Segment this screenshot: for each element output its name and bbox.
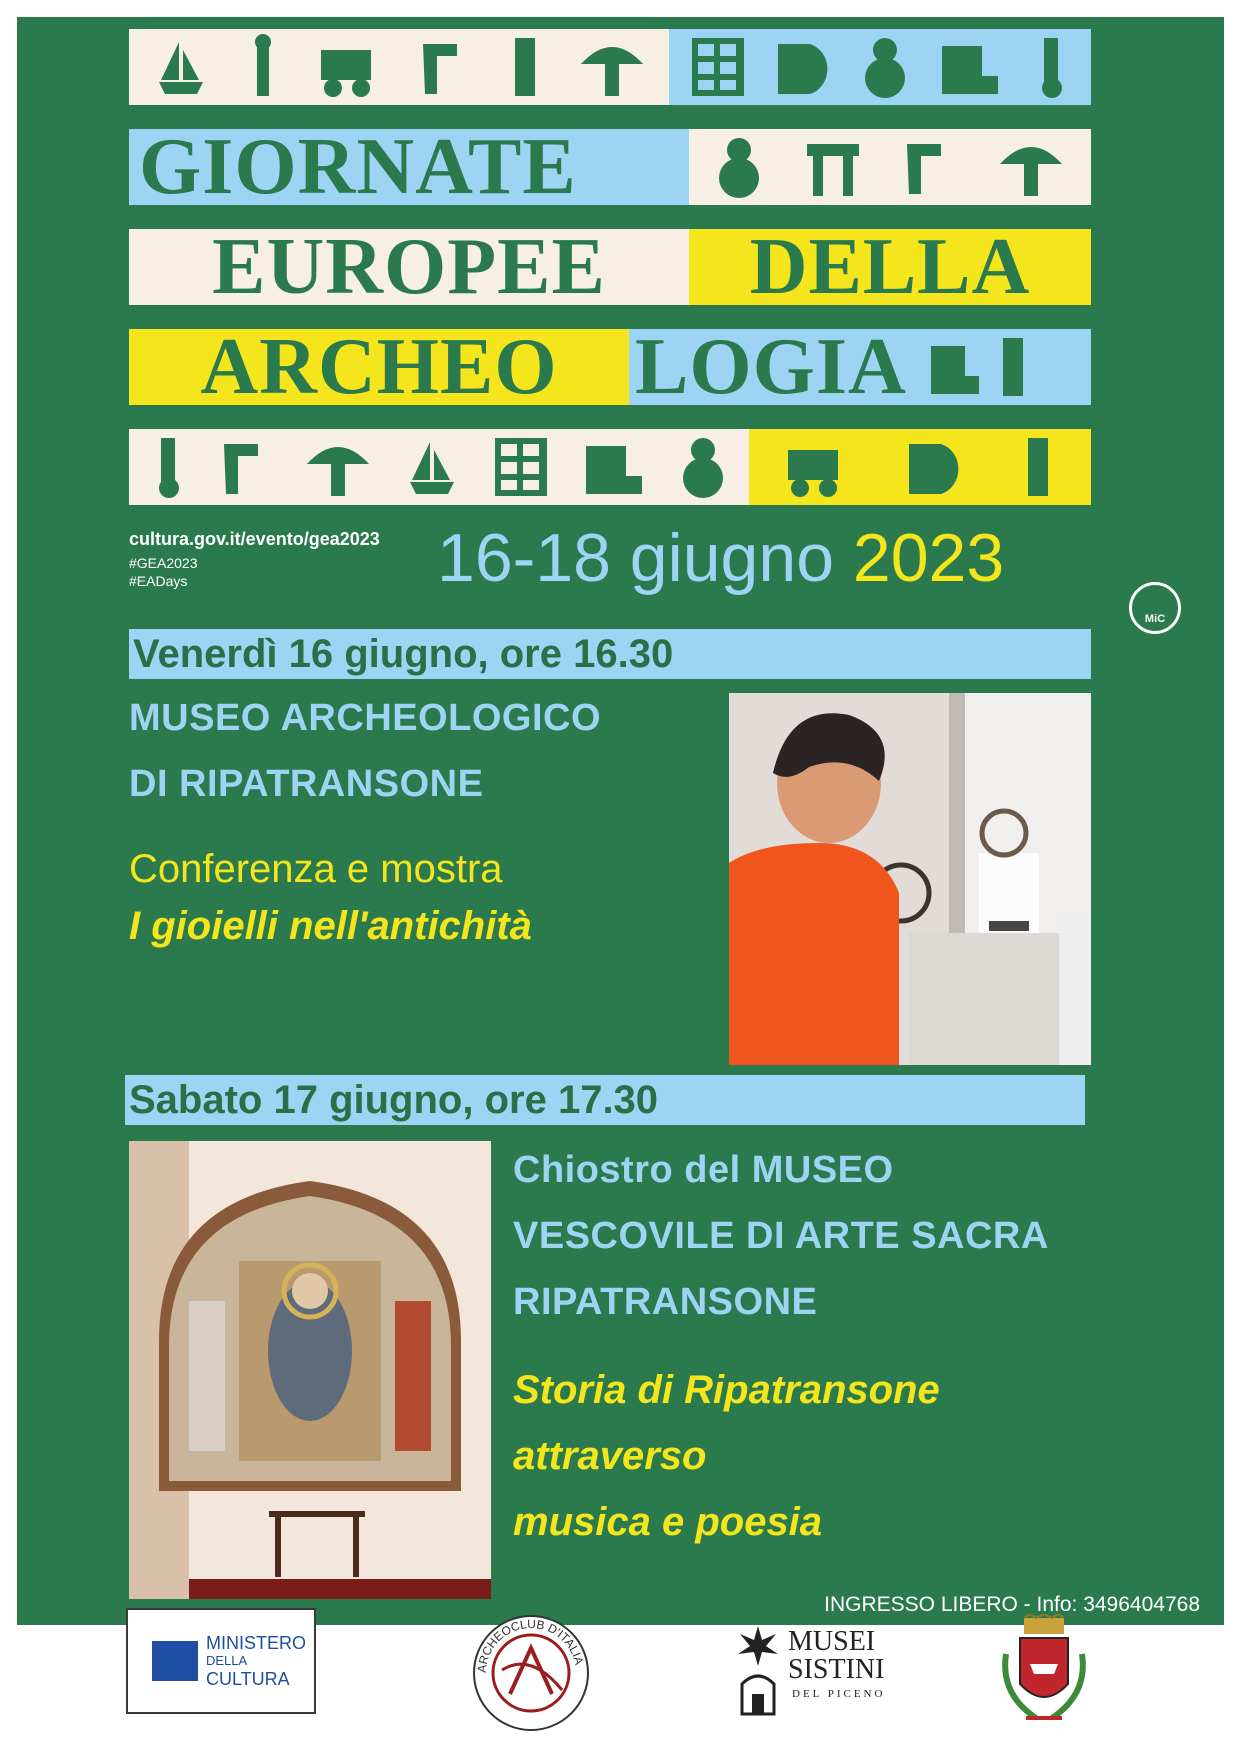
sistini-line: SISTINI: [788, 1654, 885, 1685]
column-icon: [505, 34, 545, 100]
event2-title-line3: musica e poesia: [513, 1500, 823, 1544]
ministero-text: [206, 1632, 306, 1690]
mic-emblem-icon: [152, 1641, 198, 1681]
grid-icon: [688, 34, 748, 100]
boat-icon: [402, 436, 462, 498]
hashtag-eadays: #EADays: [129, 573, 188, 589]
title-row-4: [129, 329, 1091, 405]
boat-icon: [151, 36, 211, 98]
grid-icon: [491, 434, 551, 500]
key-icon: [149, 434, 189, 500]
title-row-icons-5: [129, 429, 1091, 505]
poster: [17, 17, 1224, 1625]
title-word-giornate: GIORNATE: [139, 129, 577, 205]
glyph-band: [129, 29, 669, 105]
glyph-band: [129, 429, 749, 505]
ministero-line1: MINISTERO: [206, 1633, 307, 1653]
event2-venue-line2: VESCOVILE DI ARTE SACRA: [513, 1215, 1049, 1257]
cart-icon: [315, 36, 385, 98]
key-icon: [1032, 34, 1072, 100]
lamp-icon: [577, 34, 647, 100]
ministero-line3: CULTURA: [206, 1669, 290, 1689]
elephant-icon: [936, 36, 1006, 98]
archeoclub-text: ARCHEOCLUB D'ITALIA: [474, 1616, 587, 1674]
event2-venue-line1: Chiostro del MUSEO: [513, 1149, 894, 1191]
tool-icon: [417, 34, 473, 100]
glyph-band: [749, 429, 1091, 505]
title-row-2: [129, 129, 1091, 205]
ministero-line2: DELLA: [206, 1653, 248, 1668]
event-url[interactable]: cultura.gov.it/evento/gea2023: [129, 529, 380, 549]
event-dates: [437, 519, 1004, 597]
title-word-europee: EUROPEE: [212, 229, 606, 305]
title-word-logia: LOGIA: [635, 329, 907, 405]
musei-sistini-logo: [734, 1622, 904, 1722]
event2-title-line1: Storia di Ripatransone: [513, 1368, 940, 1412]
ripatransone-coat-of-arms: [996, 1614, 1092, 1730]
lamp-icon: [996, 134, 1066, 200]
column-icon: [993, 334, 1033, 400]
table-icon: [803, 134, 863, 200]
ministero-cultura-logo: [126, 1608, 316, 1714]
elephant-icon: [580, 436, 650, 498]
musei-line: MUSEI: [788, 1626, 876, 1657]
event1-type: Conferenza e mostra: [129, 847, 503, 891]
dates-range: 16-18 giugno: [437, 520, 835, 596]
glyph-band: [669, 29, 1091, 105]
title-row-3: [129, 229, 1091, 305]
cart-icon: [782, 436, 852, 498]
mic-badge-text: MiC: [1144, 613, 1166, 625]
title-row-icons-1: [129, 29, 1091, 105]
event2-day-bar: Sabato 17 giugno, ore 17.30: [125, 1075, 1085, 1125]
vase-icon: [678, 434, 728, 500]
hashtag-gea: #GEA2023: [129, 555, 198, 571]
piceno-line: DEL PICENO: [792, 1688, 886, 1700]
event1-day-bar: Venerdì 16 giugno, ore 16.30: [129, 629, 1091, 679]
vase-icon: [714, 134, 764, 200]
vase-icon: [860, 34, 910, 100]
event2-title-line2: attraverso: [513, 1434, 707, 1478]
entry-info: INGRESSO LIBERO - Info: 3496404768: [824, 1593, 1200, 1616]
title-word-della: DELLA: [749, 229, 1031, 305]
event1-title: I gioielli nell'antichità: [129, 904, 532, 948]
event2-venue-line3: RIPATRANSONE: [513, 1281, 818, 1323]
event1-venue-line2: DI RIPATRANSONE: [129, 763, 484, 805]
arch-icon: [774, 36, 834, 98]
event1-venue-line1: MUSEO ARCHEOLOGICO: [129, 697, 602, 739]
photo-fresco: [129, 1141, 491, 1599]
mic-logo: [1129, 582, 1181, 634]
lamp-icon: [303, 434, 373, 500]
tool-icon: [218, 434, 274, 500]
title-band: [629, 329, 1091, 405]
dates-year: 2023: [852, 520, 1005, 596]
archeoclub-logo: [470, 1612, 592, 1734]
title-band: [129, 229, 689, 305]
elephant-icon: [925, 336, 985, 398]
title-band: [689, 229, 1091, 305]
column-icon: [1018, 434, 1058, 500]
title-word-archeo: ARCHEO: [200, 329, 558, 405]
title-band: [129, 329, 629, 405]
figure-icon: [243, 34, 283, 100]
glyph-band: [689, 129, 1091, 205]
star-church-icon: [734, 1622, 782, 1716]
tool-icon: [901, 134, 957, 200]
photo-museum-visitor: [729, 693, 1091, 1065]
arch-icon: [905, 436, 965, 498]
